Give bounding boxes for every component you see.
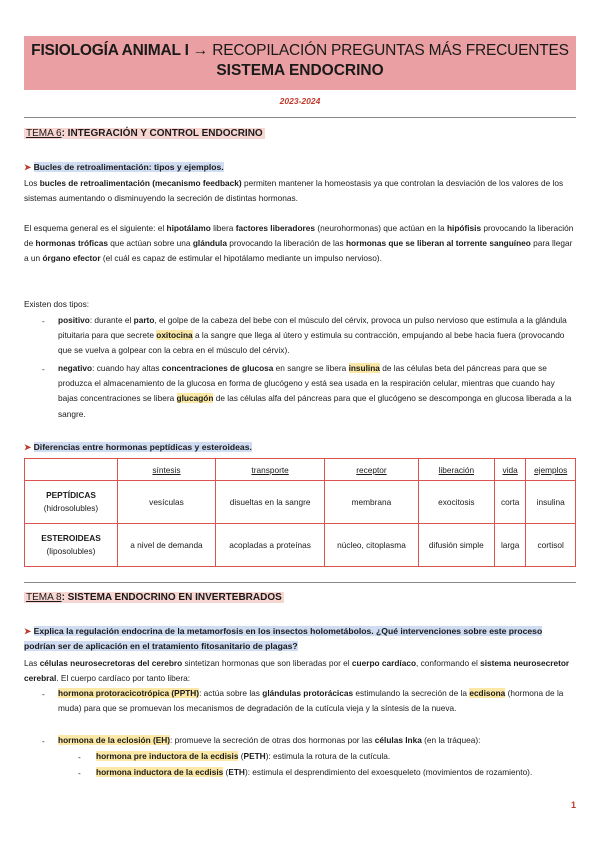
table-header-row [25, 459, 576, 481]
table-cell: larga [494, 524, 525, 567]
column-header: síntesis [118, 459, 216, 481]
bold-text: hormona inductora de la ecdisis [96, 767, 224, 777]
bold-text: sistema neurosecretor cerebral [24, 658, 570, 684]
text-run: provocando la liberación de [24, 223, 574, 249]
table-cell: cortisol [526, 524, 576, 567]
text-run: (neurohormonas) que actúan en la [315, 223, 447, 233]
table-cell: difusión simple [418, 524, 494, 567]
column-header: transporte [215, 459, 324, 481]
academic-year: 2023-2024 [279, 96, 321, 106]
table-cell: a nivel de demanda [118, 524, 216, 567]
list-item [58, 361, 576, 422]
text-run: estimulando la secreción de la [353, 688, 470, 698]
table-cell: vesículas [118, 481, 216, 524]
text-run: Los [24, 178, 40, 188]
bold-text: bucles de retroalimentación (mecanismo feedback) [39, 178, 242, 188]
table-row [25, 481, 576, 524]
bold-text: parto [133, 315, 155, 325]
text-run: (en la tráquea): [421, 735, 481, 745]
bold-text: hormonas tróficas [35, 238, 108, 249]
row-header: ESTEROIDEAS (liposolubles) [25, 524, 118, 567]
table-cell: insulina [526, 481, 576, 524]
paragraph [24, 221, 576, 267]
divider [24, 117, 576, 118]
comparison-table [24, 458, 576, 567]
arrow-icon: ➤ [24, 626, 34, 636]
section-title-tema6: TEMA 6: INTEGRACIÓN Y CONTROL ENDOCRINO [26, 128, 263, 139]
question-heading: ➤ Explica la regulación endocrina de la metamorfosis en los insectos holometábolos. ¿Qué intervenciones sobre este proceso podrían ser de aplicación en el tratamiento fitosanitario de plagas? [24, 626, 543, 651]
bullet-dash: - [42, 736, 45, 746]
bold-text: glándula [192, 238, 227, 249]
bold-text: hormona de la eclosión (EH) [58, 735, 171, 745]
text-run: . El cuerpo cardíaco por tanto libera: [56, 673, 191, 684]
bullet-dash: - [78, 752, 81, 762]
bold-text: glucagón [176, 393, 214, 404]
bullet-dash: - [78, 768, 81, 778]
table-cell: núcleo, citoplasma [325, 524, 418, 567]
text-run: en sangre se libera [273, 363, 349, 373]
bold-text: positivo [58, 315, 90, 325]
text-run: (hormona de la muda) para que se promuevan los mecanismos de degradación de la cutícula vieja y la síntesis de la nueva. [58, 688, 564, 714]
bold-text: hormona protoracicotrópica (PPTH) [58, 688, 200, 698]
bold-text: células Inka [374, 735, 422, 745]
list-item [58, 313, 576, 359]
text-run: , el golpe de la cabeza del bebe con el músculo del cérvix, provoca un pulso nervioso que estimula a la glándula pituitaria para que secrete [58, 315, 567, 341]
text-run: provocando la liberación de las [226, 238, 346, 249]
table-cell: corta [494, 481, 525, 524]
column-header: receptor [325, 459, 418, 481]
divider [24, 582, 576, 583]
text-run: (el cuál es capaz de estimular el hipotálamo mediante un impulso nervioso). [100, 253, 382, 264]
table-row [25, 524, 576, 567]
bullet-dash: - [42, 689, 45, 699]
bold-text: ETH [228, 767, 245, 777]
bold-text: ecdisona [469, 688, 506, 698]
arrow-icon: ➤ [24, 162, 34, 172]
bold-text: factores liberadores [235, 223, 316, 233]
paragraph [24, 176, 576, 206]
text-run: de las células alfa del páncreas para que el glucógeno se descomponga en glucosa liberada a la sangre. [58, 393, 572, 419]
question-heading: ➤ Diferencias entre hormonas peptídicas y esteroideas. [24, 442, 252, 452]
list-item [96, 765, 576, 780]
text-run: : promueve la secreción de otras dos hormonas por las [170, 735, 375, 745]
text-run: ( [238, 751, 244, 761]
bold-text: hipotálamo [166, 223, 211, 233]
text-run: : durante el [89, 315, 134, 325]
bullet-dash: - [42, 316, 45, 326]
document-title: FISIOLOGÍA ANIMAL I → RECOPILACIÓN PREGUNTAS MÁS FRECUENTES [31, 42, 569, 59]
text-run: libera [210, 223, 236, 233]
text-run: : cuando hay altas [92, 363, 162, 373]
list-item [96, 749, 576, 764]
bold-text: células neurosecretoras del cerebro [39, 658, 183, 668]
question-heading: ➤ Bucles de retroalimentación: tipos y ejemplos. [24, 162, 224, 172]
text-run: a la sangre que llega al útero y estimula su contracción, empujando al bebe hacia fuera (provocando que se vuelva a golpear con la cebra en el músculo del cérvix). [58, 330, 565, 356]
column-header: liberación [418, 459, 494, 481]
table-cell: exocitosis [418, 481, 494, 524]
table-corner [25, 459, 118, 481]
bold-text: PETH [243, 751, 266, 761]
list-item [58, 733, 576, 748]
column-header: ejemplos [526, 459, 576, 481]
text-run: ( [223, 767, 229, 777]
bold-text: hormona pre inductora de la ecdisis [96, 751, 239, 761]
section-title-tema8: TEMA 8: SISTEMA ENDOCRINO EN INVERTEBRADOS [26, 592, 282, 603]
column-header: vida [494, 459, 525, 481]
text-run: para llegar a un [24, 238, 573, 264]
table-cell: acopladas a proteínas [215, 524, 324, 567]
bold-text: órgano efector [42, 253, 101, 264]
text-run: ): estimula el desprendimiento del exoesqueleto (movimientos de rozamiento). [244, 767, 533, 777]
text-run: El esquema general es el siguiente: el [24, 223, 167, 233]
text-run: que actúan sobre una [107, 238, 193, 249]
bullet-dash: - [42, 364, 45, 374]
bold-text: hipófisis [446, 223, 482, 233]
list-item [58, 686, 576, 716]
bold-text: negativo [58, 363, 93, 373]
text-run: permiten mantener la homeostasis ya que controlan la desviación de los valores de los sistemas aumentando o disminuyendo la secreción de distintas hormonas. [24, 178, 564, 204]
document-subtitle: SISTEMA ENDOCRINO [216, 62, 384, 79]
bold-text: oxitocina [156, 330, 193, 341]
bold-text: glándulas protorácicas [262, 688, 354, 698]
row-header: PEPTÍDICAS (hidrosolubles) [25, 481, 118, 524]
text-run: : actúa sobre las [199, 688, 263, 698]
arrow-icon: ➤ [24, 442, 34, 452]
page-number: 1 [570, 800, 576, 810]
document-header [24, 36, 576, 90]
table-cell: membrana [325, 481, 418, 524]
bold-text: insulina [348, 363, 380, 373]
text-run: , conformando el [416, 658, 481, 668]
table-cell: disueltas en la sangre [215, 481, 324, 524]
paragraph: Existen dos tipos: [24, 299, 90, 309]
paragraph [24, 656, 576, 686]
bold-text: hormonas que se liberan al torrente sanguíneo [345, 238, 531, 249]
text-run: de las células beta del páncreas para que se produzca el almacenamiento de la glucosa en forma de glucógeno y está sea usada en la respiración celular, mientras que cuando hay bajas concentraciones se libera [58, 363, 555, 404]
text-run: Las [24, 658, 40, 668]
text-run: sintetizan hormonas que son liberadas por el [182, 658, 352, 668]
text-run: ): estimula la rotura de la cutícula. [265, 751, 391, 761]
bold-text: concentraciones de glucosa [161, 363, 274, 373]
bold-text: cuerpo cardíaco [351, 658, 417, 668]
